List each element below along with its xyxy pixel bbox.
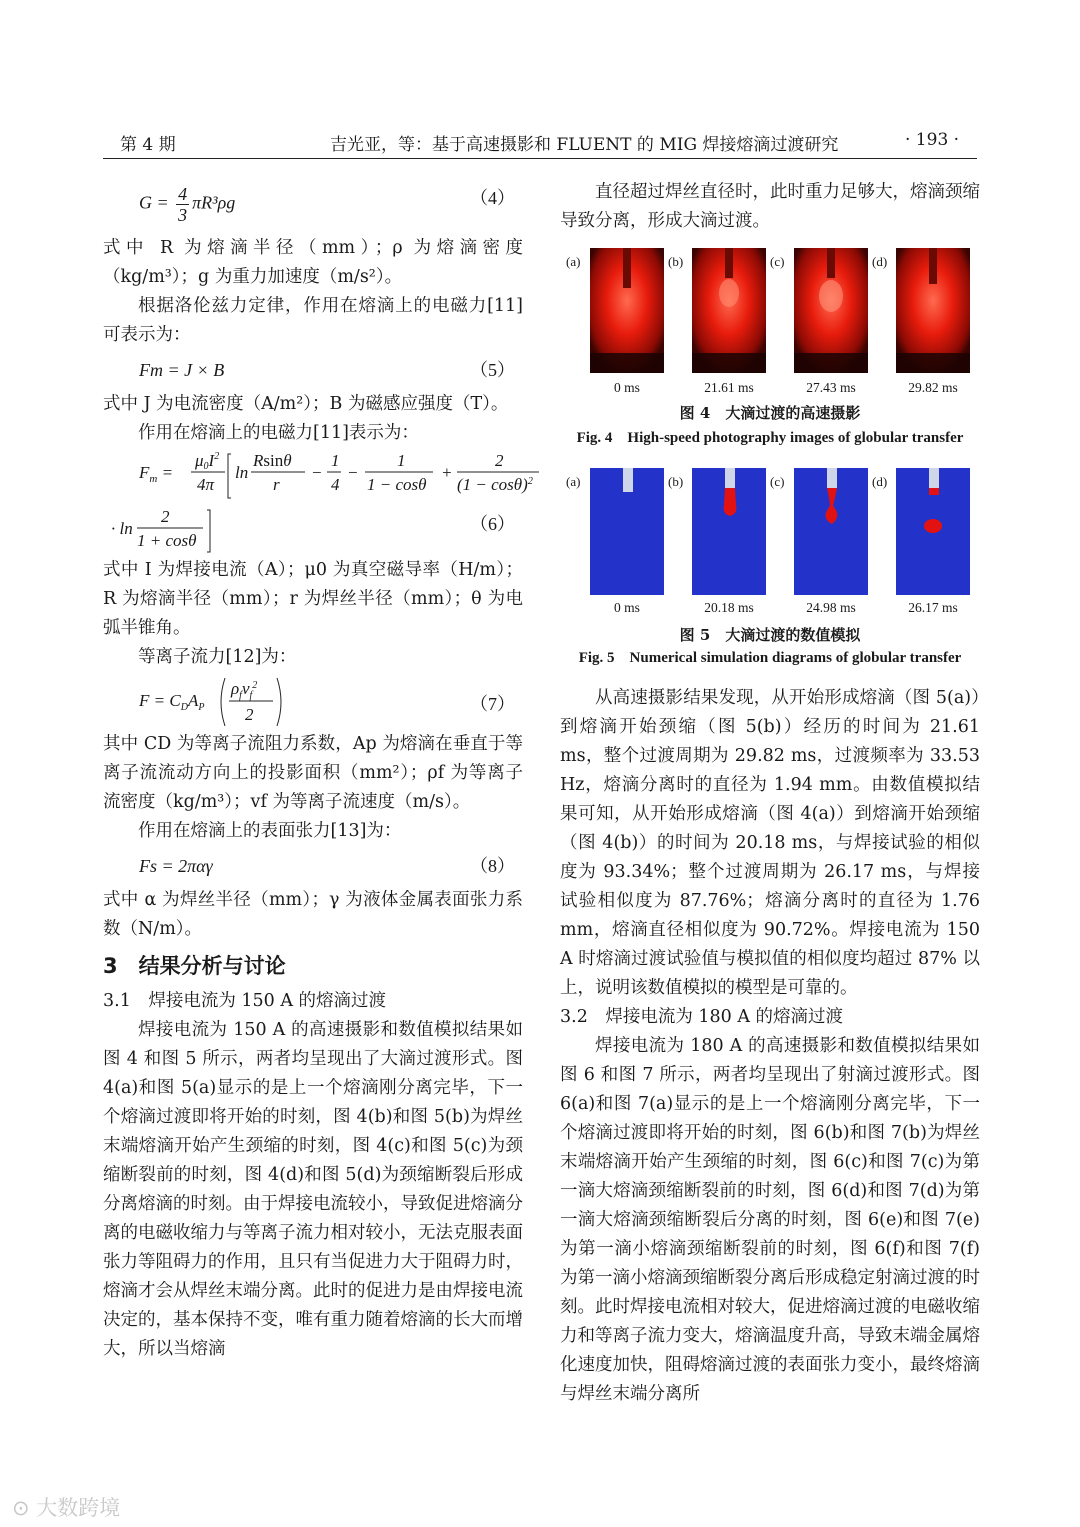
time-label: 0 ms [614, 380, 640, 395]
eq7-number: （7） [470, 694, 515, 714]
right-column-top [560, 178, 980, 236]
paragraph: 式中 J 为电流密度（A/m²）；B 为磁感应强度（T）。 [103, 394, 509, 414]
equation-8 [103, 846, 523, 886]
paragraph: 作用在熔滴上的表面张力[13]为： [138, 821, 402, 841]
figure-5-images [562, 468, 982, 618]
subsection-heading: 3.2 焊接电流为 180 A 的熔滴过渡 [560, 1007, 844, 1027]
svg-text:r: r [273, 475, 280, 494]
eq4-numerator: 4 [178, 184, 188, 204]
paragraph: 其中 CD 为等离子流阻力系数，Ap 为熔滴在垂直于等离子流流动方向上的投影面积（mm²）；ρf 为等离子流密度（kg/m³）；vf 为等离子流速度（m/s）。 [103, 734, 523, 812]
panel-label: (b) [668, 254, 684, 269]
svg-text:· ln: · ln [111, 519, 133, 538]
figure-4 [562, 248, 982, 398]
svg-text:F = CDAP: $F = C_DA_P$ [139, 691, 205, 713]
svg-text:ln: ln [235, 463, 249, 482]
eq7-formula [103, 672, 403, 730]
svg-text:2: 2 [245, 705, 254, 724]
equation-7 [103, 672, 523, 730]
paragraph: 直径超过焊丝直径时，此时重力足够大，熔滴颈缩导致分离，形成大滴过渡。 [560, 182, 980, 231]
photo-panel-b [692, 248, 766, 373]
watermark-text: 大数跨境 [36, 1496, 121, 1520]
sim-panel-d [896, 468, 970, 595]
sim-panel-a [590, 468, 664, 595]
watermark-icon: ⊙ [12, 1496, 37, 1520]
svg-text:ρfvf2: $\rho_fv_f^2$ [231, 679, 258, 701]
svg-text:(1 − cosθ)2: $(1 - \cos\theta)^2$ [457, 475, 533, 494]
paragraph: 等离子流力[12]为： [138, 647, 297, 667]
figure-5 [562, 468, 982, 618]
eq6-formula [103, 448, 533, 556]
watermark-logo [12, 1492, 120, 1522]
paragraph: 焊接电流为 180 A 的高速摄影和数值模拟结果如图 6 和图 7 所示，两者均呈现出了射滴过渡形式。图 6(a)和图 7(a)显示的是上一个熔滴刚分离完毕，下一个熔滴过渡即将开始的时刻，图 6(b)和图 7(b)为焊丝末端熔滴开始产生颈缩的时刻，图 6(c)和图 7(c)为第一滴大熔滴颈缩断裂前的时刻，图 6(d)和图 7(d)为第一滴大熔滴颈缩断裂后分离的时刻，图 6(e)和图 7(e)为第一滴小熔滴颈缩断裂前的时刻，图 6(f)和图 7(f)为第一滴小熔滴颈缩断裂分离后形成稳定射滴过渡的时刻。此时焊接电流相对较大，促进熔滴过渡的电磁收缩力和等离子流力变大，熔滴温度升高，导致末端金属熔化速度加快，阻碍熔滴过渡的表面张力变小，最终熔滴与焊丝末端分离所 [560, 1036, 980, 1404]
issue-number: 第 4 期 [120, 135, 176, 155]
figure-4-caption-en: Fig. 4 High-speed photography images of globular transfer [576, 430, 964, 446]
photo-panel-d [896, 248, 970, 373]
panel-label: (c) [770, 254, 785, 269]
eq4-denominator: 3 [178, 205, 188, 225]
paragraph: 式中 α 为焊丝半径（mm）；γ 为液体金属表面张力系数（N/m）。 [103, 890, 523, 939]
running-title: 吉光亚，等：基于高速摄影和 FLUENT 的 MIG 焊接熔滴过渡研究 [330, 135, 839, 155]
eq5-body: Fm = J × B [139, 360, 225, 380]
svg-text:1 + cosθ: 1 + cosθ [137, 531, 197, 550]
eq4-number: （4） [470, 188, 515, 208]
panel-label: (b) [668, 474, 684, 489]
right-column-bottom [560, 684, 980, 1409]
figure-4-caption-cn: 图 4 大滴过渡的高速摄影 [679, 404, 861, 422]
section-heading: 3 结果分析与讨论 [103, 954, 286, 978]
eq4-lhs: G = [139, 192, 169, 213]
time-label: 27.43 ms [806, 380, 856, 395]
panel-label: (c) [770, 474, 785, 489]
svg-text:1 − cosθ: 1 − cosθ [367, 475, 427, 494]
svg-text:Rsinθ: Rsinθ [253, 451, 292, 470]
time-label: 24.98 ms [806, 600, 856, 615]
left-column [103, 178, 533, 1364]
time-label: 0 ms [614, 600, 640, 615]
header-rule [103, 158, 977, 159]
eq5-number: （5） [470, 360, 515, 380]
paragraph: 式中 R 为熔滴半径（mm）；ρ 为熔滴密度（kg/m³）；g 为重力加速度（m/s²）。 [103, 238, 523, 287]
eq6-number: （6） [470, 514, 515, 534]
equation-6 [103, 448, 533, 556]
equation-5 [103, 350, 523, 390]
subsection-heading: 3.1 焊接电流为 150 A 的熔滴过渡 [103, 991, 387, 1011]
svg-text:4: 4 [331, 475, 340, 494]
paragraph: 式中 I 为焊接电流（A）；μ0 为真空磁导率（H/m）；R 为熔滴半径（mm）；r 为焊丝半径（mm）；θ 为电弧半锥角。 [103, 560, 523, 638]
svg-text:−: − [311, 463, 323, 482]
time-label: 26.17 ms [908, 600, 958, 615]
eq4-rest: πR³ρg [192, 192, 236, 213]
paragraph: 根据洛伦兹力定律，作用在熔滴上的电磁力[11]可表示为： [103, 296, 523, 345]
figure-4-images [562, 248, 982, 398]
svg-text:1: 1 [331, 451, 340, 470]
panel-label: (a) [566, 474, 581, 489]
svg-text:2: 2 [495, 451, 504, 470]
svg-text:4π: 4π [197, 475, 215, 494]
photo-panel-a [590, 248, 664, 373]
figure-5-caption-en: Fig. 5 Numerical simulation diagrams of globular transfer [578, 650, 962, 666]
equation-4 [103, 178, 523, 224]
photo-panel-c [794, 248, 868, 373]
paragraph: 焊接电流为 150 A 的高速摄影和数值模拟结果如图 4 和图 5 所示，两者均呈现出了大滴过渡形式。图 4(a)和图 5(a)显示的是上一个熔滴刚分离完毕，下一个熔滴过渡即将开始的时刻，图 4(b)和图 5(b)为焊丝末端熔滴开始产生颈缩的时刻，图 4(c)和图 5(c)为颈缩断裂前的时刻，图 4(d)和图 5(d)为颈缩断裂后形成分离熔滴的时刻。由于焊接电流较小，导致促进熔滴分离的电磁收缩力与等离子流力相对较小，无法克服表面张力等阻碍力的作用，且只有当促进力大于阻碍力时，熔滴才会从焊丝末端分离。此时的促进力是由焊接电流决定的，基本保持不变，唯有重力随着熔滴的长大而增大，所以当熔滴 [103, 1020, 523, 1359]
time-label: 29.82 ms [908, 380, 958, 395]
paragraph: 从高速摄影结果发现，从开始形成熔滴（图 5(a)）到熔滴开始颈缩（图 5(b)）经历的时间为 21.61 ms，整个过渡周期为 29.82 ms，过渡频率为 33.53 Hz，熔滴分离时的直径为 1.94 mm。由数值模拟结果可知，从开始形成熔滴（图 4(a)）到熔滴开始颈缩（图 4(b)）的时间为 20.18 ms，与焊接试验的相似度为 93.34%；整个过渡周期为 26.17 ms，与焊接试验相似度为 87.76%；熔滴分离时的直径为 1.76 mm，熔滴直径相似度为 90.72%。焊接电流为 150 A 时熔滴过渡试验值与模拟值的相似度均超过 87% 以上，说明该数值模拟的模型是可靠的。 [560, 688, 980, 998]
time-label: 21.61 ms [704, 380, 754, 395]
svg-text:1: 1 [397, 451, 406, 470]
svg-text:+: + [441, 463, 453, 482]
eq8-number: （8） [470, 856, 515, 876]
paragraph: 作用在熔滴上的电磁力[11]表示为： [138, 423, 419, 443]
panel-label: (d) [872, 474, 888, 489]
page-number: · 193 · [905, 130, 960, 150]
figure-5-caption-cn: 图 5 大滴过渡的数值模拟 [679, 626, 861, 644]
eq8-body: Fs = 2παγ [139, 856, 213, 876]
sim-panel-b [692, 468, 766, 595]
svg-text:Fm =: $F_m$ = [139, 463, 174, 485]
sim-panel-c [794, 468, 868, 595]
panel-label: (d) [872, 254, 888, 269]
panel-label: (a) [566, 254, 581, 269]
svg-text:μ0I2: $\mu 0I^2$ [195, 451, 220, 472]
svg-text:−: − [347, 463, 359, 482]
svg-text:2: 2 [161, 507, 170, 526]
time-label: 20.18 ms [704, 600, 754, 615]
